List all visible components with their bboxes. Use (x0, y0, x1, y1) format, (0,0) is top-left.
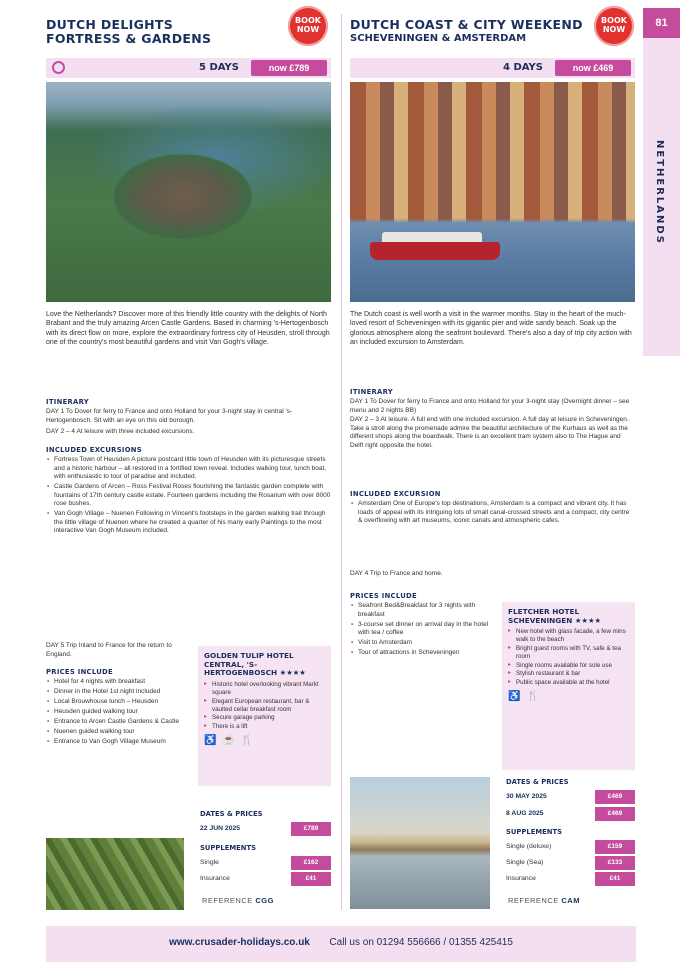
reference-label: REFERENCE (202, 896, 253, 905)
list-item: ▸ Bright guest rooms with TV, safe & tea room (508, 645, 629, 661)
date-price[interactable]: £789 (291, 822, 331, 836)
hotel-icons (508, 691, 629, 702)
supplement-row (198, 872, 331, 886)
itinerary-day2: DAY 2 – 3 At leisure. A full end with one included excursion. A full day at leisure in Scheveningen. Take a stroll along the promenade admire the beautiful architecture of the Kurhaus as well as the different shops along the boardwalk. There is an excellent tram system also to The Hague and Delft right opposite the hotel. (350, 416, 629, 449)
tour-title: DUTCH DELIGHTS (46, 17, 174, 32)
tour-subtitle: SCHEVENINGEN & AMSTERDAM (350, 33, 527, 44)
list-item: • Fortress Town of Heusden A picture postcard little town of Heusden with its picturesque streets and a historic harbour – all restored in a fortified town reveal. Includes walking tour, lunch boat, with enthusiastic to tour of paradise and included. (46, 456, 331, 482)
tour-intro: Love the Netherlands? Discover more of this friendly little country with the delights of North Brabant and the truly amazing Arcen Castle Gardens. Based in charming 's-Hertogenbosch with its direct flow on more, explore the extraordinary fortress city of Heusden, stroll through one of the country's most beautiful gardens and visit Van Gogh's village. (46, 311, 330, 346)
tour-intro: The Dutch coast is well worth a visit in the warmer months. Stay in the heart of the much-loved resort of Scheveningen with its gigantic pier and wide sandy beach. Soak up the glorious atmosphere along the seafront boulevard. There's also a day of trip city action with an included excursion to Amsterdam. (350, 311, 632, 346)
supplement-row (198, 856, 331, 870)
hotel-features (508, 628, 629, 687)
list-item: • Dinner in the Hotel 1st night included (46, 688, 186, 697)
list-item: ▸ Public space available at the hotel (508, 679, 629, 687)
days-price-bar (46, 58, 331, 78)
list-item: • Visit to Amsterdam (350, 639, 490, 648)
page-number: 81 (643, 8, 680, 38)
column-divider (341, 14, 342, 910)
itinerary-heading: ITINERARY (46, 398, 90, 406)
amsterdam-photo (350, 82, 635, 302)
list-item: • Castle Gardens of Arcen – Ross Festival Roses flourishing the fantastic garden complete with fountains of 17th century castle estate. Fourteen gardens including the Rosarium with over 8000 rose bushes. (46, 483, 331, 509)
supplement-price: £41 (595, 872, 635, 886)
itinerary-day1: DAY 1 To Dover for ferry to France and onto Holland for your 3-night stay in central 's-Hertogenbosch. Sit with an eye on this old borough. (46, 408, 293, 424)
reference (202, 896, 274, 905)
tour-title: DUTCH COAST & CITY WEEKEND (350, 17, 583, 32)
date-row (504, 807, 635, 821)
list-item: ▸ Historic hotel overlooking vibrant Markt square (204, 681, 325, 697)
tour-dutch-delights (46, 10, 331, 905)
list-item: • Entrance to Arcen Castle Gardens & Castle (46, 718, 186, 727)
garden-photo (46, 838, 184, 910)
list-item: ▸ New hotel with glass facade, a few mins walk to the beach (508, 628, 629, 644)
fortress-photo (46, 82, 331, 302)
book-now-badge[interactable]: BOOK NOW (288, 6, 328, 46)
country-tab (643, 8, 680, 356)
country-label: NETHERLANDS (654, 140, 665, 245)
supplement-label: Single (200, 859, 219, 866)
itinerary-day4: DAY 4 Trip to France and home. (350, 570, 443, 577)
supplement-label: Single (Sea) (506, 859, 544, 866)
list-item: • Heusden guided walking tour (46, 708, 186, 717)
prices-include-list (46, 678, 186, 748)
list-item: ▸ There is a lift (204, 723, 325, 731)
dates-heading: DATES & PRICES (200, 810, 263, 818)
excursions-heading: INCLUDED EXCURSIONS (46, 446, 142, 454)
itinerary-heading: ITINERARY (350, 388, 394, 396)
reference-label: REFERENCE (508, 896, 559, 905)
restaurant-icon: 🍴 (526, 690, 539, 702)
prices-include-heading: PRICES INCLUDE (46, 668, 113, 676)
date-row (504, 790, 635, 804)
reference-code: CGG (255, 896, 274, 905)
hotel-icons (204, 735, 325, 746)
list-item: • Local Brouwhouse lunch – Heusden (46, 698, 186, 707)
hotel-features (204, 681, 325, 731)
footer-bar (46, 926, 636, 962)
supplement-label: Insurance (200, 875, 230, 882)
prices-include-heading: PRICES INCLUDE (350, 592, 417, 600)
excursion-list (350, 500, 635, 527)
supplement-price: £133 (595, 856, 635, 870)
accessible-icon: ♿ (204, 734, 217, 746)
restaurant-icon: 🍴 (240, 734, 254, 746)
list-item: • Van Gogh Village – Nuenen Following in Vincent's footsteps in the garden walking trail through the little village of Nuenen where he created a quarter of his many early Paintings to the most interactive Van Gogh Museum included. (46, 510, 331, 536)
date-row (198, 822, 331, 836)
reference (508, 896, 580, 905)
phone-text: Call us on 01294 556666 / 01355 425415 (329, 937, 513, 948)
list-item: • Tour of attractions in Scheveningen (350, 649, 490, 658)
itinerary-day2: DAY 2 – 4 At leisure with three included excursions. (46, 428, 195, 435)
prices-include-list (350, 602, 490, 659)
supplement-row (504, 856, 635, 870)
date-label: 30 MAY 2025 (506, 793, 547, 800)
itinerary-day5: DAY 5 Trip Inland to France for the return to England. (46, 642, 172, 658)
supplement-price: £159 (595, 840, 635, 854)
list-item: • Entrance to Van Gogh Village Museum (46, 738, 186, 747)
tour-dutch-coast (350, 10, 635, 905)
list-item: ▸ Single rooms available for sole use (508, 662, 629, 670)
list-item: • Seafront Bed&Breakfast for 3 nights with breakfast (350, 602, 490, 619)
list-item: ▸ Elegant European restaurant, bar & vaulted cellar breakfast room (204, 698, 325, 714)
supplement-price: £41 (291, 872, 331, 886)
excursion-list (46, 456, 331, 537)
list-item: • Nuenen guided walking tour (46, 728, 186, 737)
list-item: • Amsterdam One of Europe's top destinations, Amsterdam is a compact and vibrant city. It has loads of appeal with its intriguing lots of small canal-crossed streets and a compact, city centre & overflowing with art museums, iconic canals and atmospheric cafes. (350, 500, 635, 526)
accessible-icon: ♿ (508, 690, 521, 702)
tour-price[interactable]: now £469 (555, 60, 631, 76)
canal-boat (370, 242, 500, 260)
hotel-name: GOLDEN TULIP HOTEL CENTRAL, 'S-HERTOGENBOSCH ★★★★ (204, 651, 306, 678)
cafe-icon: ☕ (222, 734, 235, 746)
book-now-badge[interactable]: BOOK NOW (594, 6, 634, 46)
supplement-row (504, 872, 635, 886)
date-price[interactable]: £469 (595, 807, 635, 821)
list-item: • Hotel for 4 nights with breakfast (46, 678, 186, 687)
itinerary-day1: DAY 1 To Dover for ferry to France and onto Holland for your 3-night stay (Overnight dinner – see menu and 2 nights BB) (350, 398, 630, 414)
reference-code: CAM (561, 896, 580, 905)
supplement-price: £162 (291, 856, 331, 870)
date-price[interactable]: £469 (595, 790, 635, 804)
list-item: • 3-course set dinner on arrival day in the hotel with tea / coffee (350, 621, 490, 638)
website-link[interactable]: www.crusader-holidays.co.uk (169, 937, 310, 948)
excursion-heading: INCLUDED EXCURSION (350, 490, 441, 498)
tour-days: 5 DAYS (199, 62, 239, 73)
list-item: ▸ Stylish restaurant & bar (508, 670, 629, 678)
hotel-box (502, 602, 635, 770)
tour-price[interactable]: now £789 (251, 60, 327, 76)
supplements-heading: SUPPLEMENTS (506, 828, 562, 836)
tour-days: 4 DAYS (503, 62, 543, 73)
hotel-name: FLETCHER HOTEL SCHEVENINGEN ★★★★ (508, 607, 602, 625)
supplement-row (504, 840, 635, 854)
hotel-box (198, 646, 331, 786)
dates-heading: DATES & PRICES (506, 778, 569, 786)
supplement-label: Single (deluxe) (506, 843, 552, 850)
days-price-bar (350, 58, 635, 78)
circle-icon (52, 61, 65, 74)
supplements-heading: SUPPLEMENTS (200, 844, 256, 852)
scheveningen-photo (350, 777, 490, 909)
list-item: ▸ Secure garage parking (204, 714, 325, 722)
tour-title-line2: FORTRESS & GARDENS (46, 31, 212, 46)
date-label: 22 JUN 2025 (200, 825, 241, 832)
supplement-label: Insurance (506, 875, 536, 882)
date-label: 8 AUG 2025 (506, 810, 544, 817)
